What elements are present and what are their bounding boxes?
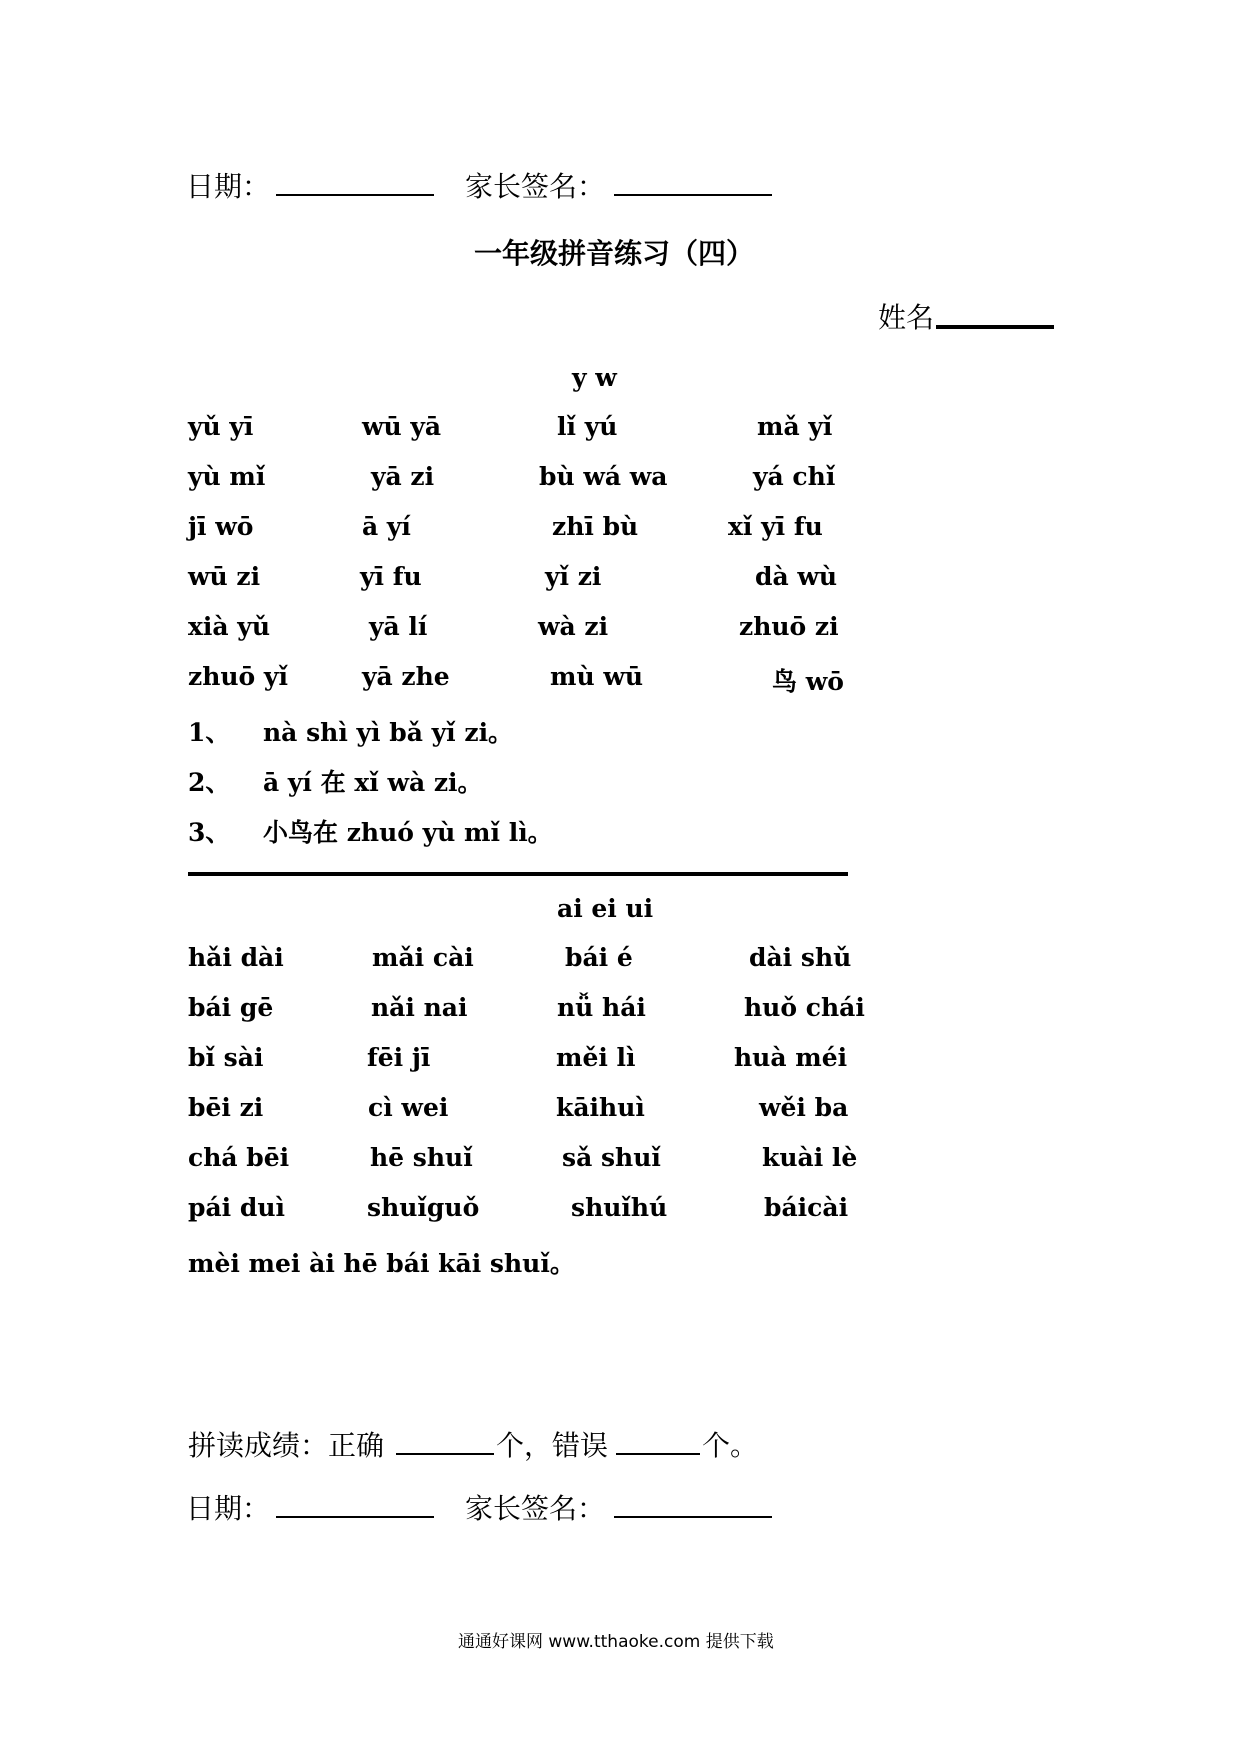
pinyin-word: wěi ba [759,1093,849,1122]
parent-sign-label: 家长签名： [465,1492,606,1525]
pinyin-word: dài shǔ [749,943,852,972]
correct-count-blank [396,1453,494,1455]
wrong-count-blank [616,1453,700,1455]
pinyin-word: jī wō [188,512,254,541]
pinyin-word: shuǐguǒ [367,1193,480,1222]
section-divider [188,872,848,876]
pinyin-word: yǔ yī [188,412,254,441]
pinyin-word: kuài lè [762,1143,858,1172]
parent-sign-blank [614,1516,772,1518]
pinyin-word: měi lì [556,1043,636,1072]
footer-text: 通通好课网 www.tthaoke.com 提供下载 [458,1632,774,1652]
pinyin-word: bǐ sài [188,1043,264,1072]
sentence-text: ā yí 在 xǐ wà zi。 [263,768,483,797]
sentence-number: 3、 [188,818,231,847]
section2-heading: ai ei ui [557,894,654,923]
pinyin-word: báicài [764,1193,849,1222]
sentence-text: 小鸟在 zhuó yù mǐ lì。 [263,818,553,847]
pinyin-word: nǚ hái [557,993,646,1022]
pinyin-word: zhuō yǐ [188,662,288,691]
sentence-text: nà shì yì bǎ yǐ zi。 [263,718,514,747]
parent-sign-label: 家长签名： [465,170,606,203]
pinyin-word: yā lí [369,612,428,641]
pinyin-word: mǎ yǐ [757,412,833,441]
date-label: 日期： [186,1492,271,1525]
pinyin-word: mù wū [550,662,644,691]
pinyin-word: mǎi cài [372,943,474,972]
pinyin-word: kāihuì [556,1093,645,1122]
pinyin-word: cì wei [368,1093,449,1122]
sentence-number: 2、 [188,768,231,797]
score-unit-end: 个。 [702,1429,759,1462]
section2-sentence: mèi mei ài hē bái kāi shuǐ。 [188,1249,575,1278]
pinyin-word: dà wù [755,562,838,591]
pinyin-word: bù wá wa [539,462,668,491]
pinyin-word: nǎi nai [371,993,468,1022]
score-unit-wrong: 个，错误 [496,1429,609,1462]
pinyin-word: yǐ zi [545,562,602,591]
parent-sign-blank [614,194,772,196]
pinyin-word: huǒ chái [744,993,865,1022]
sentence-number: 1、 [188,718,231,747]
pinyin-word: bái é [565,943,633,972]
pinyin-word: ā yí [362,512,411,541]
pinyin-word: xǐ yī fu [728,512,823,541]
date-label: 日期： [186,170,271,203]
pinyin-word: wà zi [538,612,609,641]
pinyin-word: yī fu [360,562,422,591]
pinyin-word: hǎi dài [188,943,284,972]
name-label: 姓名 [878,301,935,334]
pinyin-word: fēi jī [367,1043,431,1072]
pinyin-word: 鸟 wō [772,667,844,696]
pinyin-word: yá chǐ [753,462,836,491]
pinyin-word: yù mǐ [188,462,266,491]
name-blank [936,325,1054,329]
pinyin-word: zhī bù [552,512,639,541]
score-label: 拼读成绩：正确 [188,1429,385,1462]
date-blank [276,1516,434,1518]
pinyin-word: hē shuǐ [370,1143,473,1172]
pinyin-word: chá bēi [188,1143,290,1172]
pinyin-word: bēi zi [188,1093,264,1122]
pinyin-word: yā zi [371,462,435,491]
pinyin-word: zhuō zi [739,612,839,641]
pinyin-word: huà méi [734,1043,848,1072]
pinyin-word: wū yā [362,412,442,441]
pinyin-word: wū zi [188,562,261,591]
date-blank [276,194,434,196]
pinyin-word: bái gē [188,993,274,1022]
pinyin-word: sǎ shuǐ [562,1143,661,1172]
pinyin-word: shuǐhú [571,1193,668,1222]
pinyin-word: yā zhe [362,662,450,691]
pinyin-word: lǐ yú [557,412,618,441]
pinyin-word: xià yǔ [188,612,271,641]
section1-heading: y w [572,363,617,392]
page-title: 一年级拼音练习（四） [474,237,755,270]
pinyin-word: pái duì [188,1193,286,1222]
